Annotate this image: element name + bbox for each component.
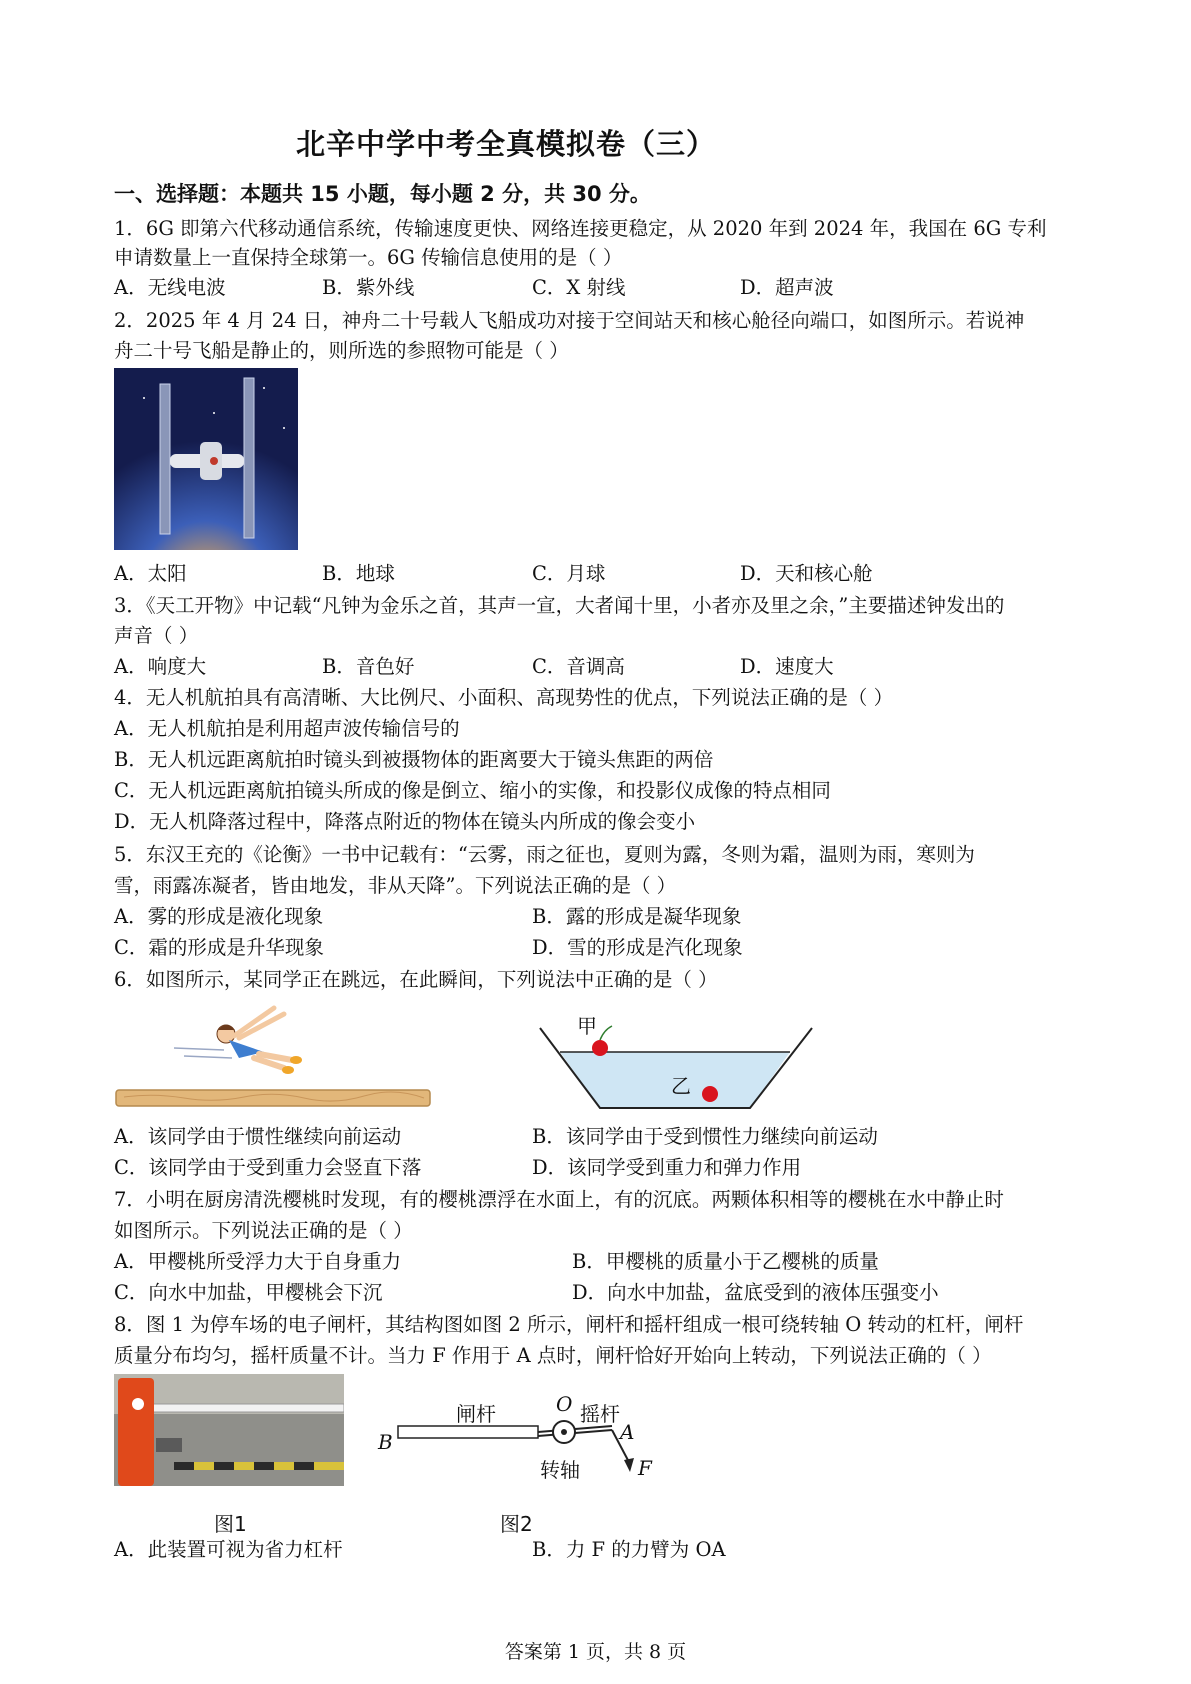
page-title: 北辛中学中考全真模拟卷（三）	[296, 127, 717, 161]
q5-option-b: B．露的形成是凝华现象	[532, 905, 742, 928]
q5-option-d: D．雪的形成是汽化现象	[532, 936, 743, 959]
q7-stem-line1: 7．小明在厨房清洗樱桃时发现，有的樱桃漂浮在水面上，有的沉底。两颗体积相等的樱桃在水中静止时	[114, 1188, 1004, 1211]
label-gate: 闸杆	[456, 1402, 496, 1426]
q5-stem-line1: 5．东汉王充的《论衡》一书中记载有：“云雾，雨之征也，夏则为露，冬则为霜，温则为雨，寒则为	[114, 843, 975, 866]
q3-option-c: C．音调高	[532, 655, 625, 678]
q6-option-d: D．该同学受到重力和弹力作用	[532, 1156, 802, 1179]
q2-stem-line1: 2．2025 年 4 月 24 日，神舟二十号载人飞船成功对接于空间站天和核心舱径向端口，如图所示。若说神	[114, 309, 1025, 332]
q6-option-b: B．该同学由于受到惯性力继续向前运动	[532, 1125, 878, 1148]
q3-option-b: B．音色好	[322, 655, 415, 678]
gate-barrier-photo	[114, 1374, 344, 1486]
label-o: O	[556, 1392, 573, 1416]
q1-stem-line1: 1．6G 即第六代移动通信系统，传输速度更快、网络连接更稳定，从 2020 年到 2024 年，我国在 6G 专利	[114, 217, 1047, 240]
figure-1-caption: 图1	[214, 1512, 247, 1536]
q4-stem-line1: 4．无人机航拍具有高清晰、大比例尺、小面积、高现势性的优点，下列说法正确的是（ ）	[114, 686, 894, 709]
label-jia: 甲	[577, 1014, 597, 1038]
q2-stem-line2: 舟二十号飞船是静止的，则所选的参照物可能是（ ）	[114, 339, 569, 362]
q8-stem-line1: 8．图 1 为停车场的电子闸杆，其结构图如图 2 所示，闸杆和摇杆组成一根可绕转轴 O 转动的杠杆，闸杆	[114, 1313, 1024, 1336]
q4-option-d: D．无人机降落过程中，降落点附近的物体在镜头内所成的像会变小	[114, 810, 696, 833]
q7-option-d: D．向水中加盐，盆底受到的液体压强变小	[572, 1281, 939, 1304]
q5-option-a: A．雾的形成是液化现象	[114, 905, 324, 928]
q2-option-b: B．地球	[322, 562, 395, 585]
q6-option-c: C．该同学由于受到重力会竖直下落	[114, 1156, 422, 1179]
q7-option-a: A．甲樱桃所受浮力大于自身重力	[114, 1250, 402, 1273]
page-footer: 答案第 1 页，共 8 页	[504, 1641, 687, 1663]
q1-option-a: A．无线电波	[114, 276, 226, 299]
label-f: F	[638, 1456, 652, 1480]
q1-option-d: D．超声波	[740, 276, 834, 299]
q1-option-c: C．X 射线	[532, 276, 626, 299]
label-b: B	[378, 1430, 393, 1454]
q1-stem-line2: 申请数量上一直保持全球第一。6G 传输信息使用的是（ ）	[114, 246, 623, 269]
section-heading: 一、选择题：本题共 15 小题，每小题 2 分，共 30 分。	[114, 182, 651, 206]
q7-option-c: C．向水中加盐，甲樱桃会下沉	[114, 1281, 383, 1304]
q4-option-a: A．无人机航拍是利用超声波传输信号的	[114, 717, 460, 740]
label-rocker: 摇杆	[580, 1402, 620, 1426]
q8-stem-line2: 质量分布均匀，摇杆质量不计。当力 F 作用于 A 点时，闸杆恰好开始向上转动，下列说法正确的（ ）	[114, 1344, 992, 1367]
q8-option-b: B．力 F 的力臂为 OA	[532, 1538, 726, 1561]
q2-option-d: D．天和核心舱	[740, 562, 873, 585]
q7-option-b: B．甲樱桃的质量小于乙樱桃的质量	[572, 1250, 879, 1273]
label-a: A	[620, 1420, 635, 1444]
q4-option-c: C．无人机远距离航拍镜头所成的像是倒立、缩小的实像，和投影仪成像的特点相同	[114, 779, 831, 802]
q2-option-a: A．太阳	[114, 562, 187, 585]
long-jump-illustration	[114, 1000, 434, 1112]
q4-option-b: B．无人机远距离航拍时镜头到被摄物体的距离要大于镜头焦距的两倍	[114, 748, 714, 771]
q6-stem-line1: 6．如图所示，某同学正在跳远，在此瞬间，下列说法中正确的是（ ）	[114, 968, 718, 991]
q1-option-b: B．紫外线	[322, 276, 415, 299]
q2-option-c: C．月球	[532, 562, 606, 585]
q7-stem-line2: 如图所示。下列说法正确的是（ ）	[114, 1219, 413, 1242]
figure-2-caption: 图2	[500, 1512, 533, 1536]
q3-stem-line1: 3．《天工开物》中记载“凡钟为金乐之首，其声一宣，大者闻十里，小者亦及里之余，”主要描述钟发出的	[114, 594, 1005, 617]
label-yi: 乙	[671, 1074, 691, 1098]
q5-option-c: C．霜的形成是升华现象	[114, 936, 324, 959]
q8-option-a: A．此装置可视为省力杠杆	[114, 1538, 343, 1561]
q5-stem-line2: 雪，雨露冻凝者，皆由地发，非从天降”。下列说法正确的是（ ）	[114, 874, 677, 897]
space-station-photo	[114, 368, 298, 550]
q3-option-a: A．响度大	[114, 655, 207, 678]
label-axis: 转轴	[540, 1458, 580, 1482]
q3-stem-line2: 声音（ ）	[114, 624, 199, 647]
q3-option-d: D．速度大	[740, 655, 834, 678]
q6-option-a: A．该同学由于惯性继续向前运动	[114, 1125, 402, 1148]
